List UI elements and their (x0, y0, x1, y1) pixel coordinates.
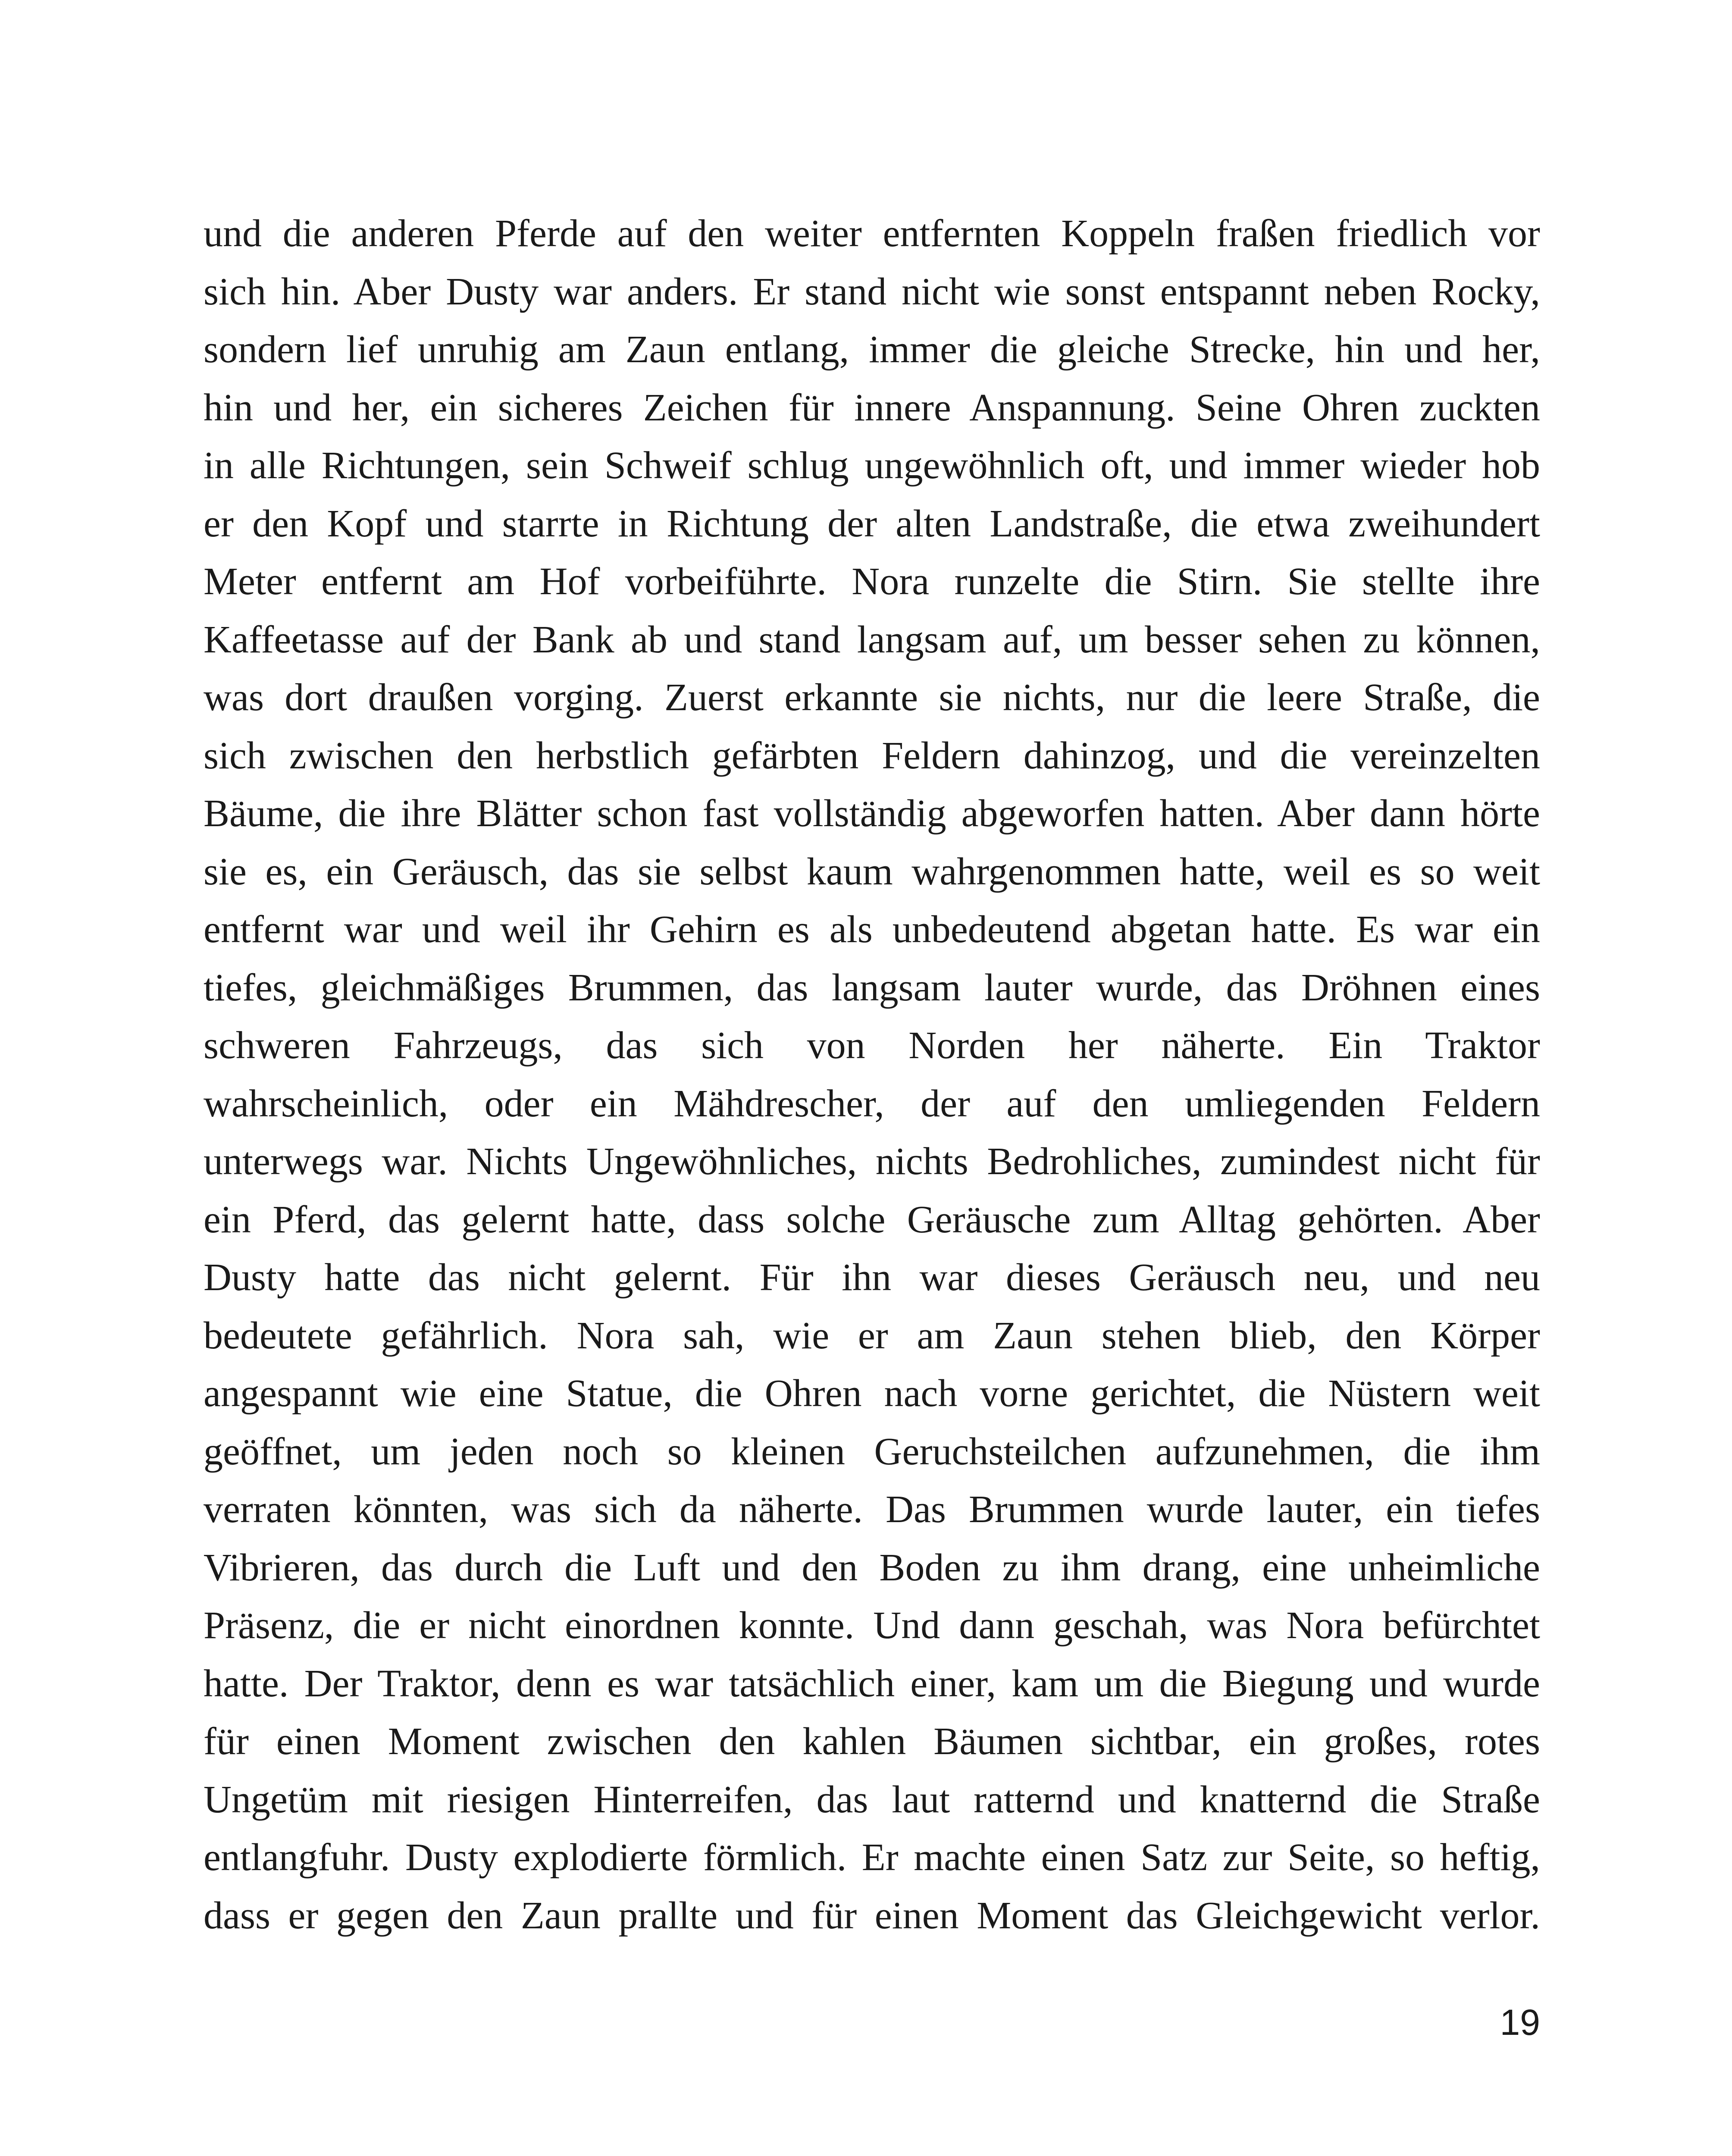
text-line: sich zwischen den herbstlich gefärbten Feldern dahinzog, und die vereinzelten (204, 734, 1540, 777)
page-number: 19 (1500, 2002, 1540, 2043)
text-line: Bäume, die ihre Blätter schon fast vollständig abgeworfen hatten. Aber dann hörte (204, 792, 1540, 835)
text-line: hatte. Der Traktor, denn es war tatsächlich einer, kam um die Biegung und wurde (204, 1662, 1540, 1705)
text-line: entlangfuhr. Dusty explodierte förmlich. Er machte einen Satz zur Seite, so heftig, (204, 1836, 1540, 1879)
text-line: Meter entfernt am Hof vorbeiführte. Nora runzelte die Stirn. Sie stellte ihre (204, 560, 1540, 603)
text-line: sondern lief unruhig am Zaun entlang, immer die gleiche Strecke, hin und her, (204, 328, 1540, 371)
text-line: verraten könnten, was sich da näherte. Das Brummen wurde lauter, ein tiefes (204, 1488, 1540, 1531)
text-line: Kaffeetasse auf der Bank ab und stand langsam auf, um besser sehen zu können, (204, 618, 1540, 661)
text-line: sie es, ein Geräusch, das sie selbst kaum wahrgenommen hatte, weil es so weit (204, 850, 1540, 893)
text-line: Dusty hatte das nicht gelernt. Für ihn war dieses Geräusch neu, und neu (204, 1256, 1540, 1299)
text-line: was dort draußen vorging. Zuerst erkannte sie nichts, nur die leere Straße, die (204, 676, 1540, 719)
text-line: ein Pferd, das gelernt hatte, dass solche Geräusche zum Alltag gehörten. Aber (204, 1198, 1540, 1241)
text-line: wahrscheinlich, oder ein Mähdrescher, der auf den umliegenden Feldern (204, 1082, 1540, 1125)
text-line: für einen Moment zwischen den kahlen Bäumen sichtbar, ein großes, rotes (204, 1720, 1540, 1763)
text-line: Vibrieren, das durch die Luft und den Boden zu ihm drang, eine unheimliche (204, 1546, 1540, 1589)
text-line: er den Kopf und starrte in Richtung der alten Landstraße, die etwa zweihundert (204, 502, 1540, 545)
body-text (204, 205, 1540, 1945)
text-line: sich hin. Aber Dusty war anders. Er stand nicht wie sonst entspannt neben Rocky, (204, 270, 1540, 313)
text-line: hin und her, ein sicheres Zeichen für innere Anspannung. Seine Ohren zuckten (204, 386, 1540, 429)
text-line: Ungetüm mit riesigen Hinterreifen, das laut ratternd und knatternd die Straße (204, 1778, 1540, 1821)
text-line: entfernt war und weil ihr Gehirn es als unbedeutend abgetan hatte. Es war ein (204, 908, 1540, 951)
text-line: schweren Fahrzeugs, das sich von Norden her näherte. Ein Traktor (204, 1024, 1540, 1067)
text-line: angespannt wie eine Statue, die Ohren nach vorne gerichtet, die Nüstern weit (204, 1372, 1540, 1415)
text-line: dass er gegen den Zaun prallte und für einen Moment das Gleichgewicht verlor. (204, 1894, 1540, 1937)
text-line: in alle Richtungen, sein Schweif schlug ungewöhnlich oft, und immer wieder hob (204, 444, 1540, 487)
text-line: unterwegs war. Nichts Ungewöhnliches, nichts Bedrohliches, zumindest nicht für (204, 1140, 1540, 1183)
text-line: bedeutete gefährlich. Nora sah, wie er am Zaun stehen blieb, den Körper (204, 1314, 1540, 1357)
text-line: Präsenz, die er nicht einordnen konnte. Und dann geschah, was Nora befürchtet (204, 1604, 1540, 1647)
text-line: tiefes, gleichmäßiges Brummen, das langsam lauter wurde, das Dröhnen eines (204, 966, 1540, 1009)
text-line: und die anderen Pferde auf den weiter entfernten Koppeln fraßen friedlich vor (204, 212, 1540, 255)
text-line: geöffnet, um jeden noch so kleinen Geruchsteilchen aufzunehmen, die ihm (204, 1430, 1540, 1473)
